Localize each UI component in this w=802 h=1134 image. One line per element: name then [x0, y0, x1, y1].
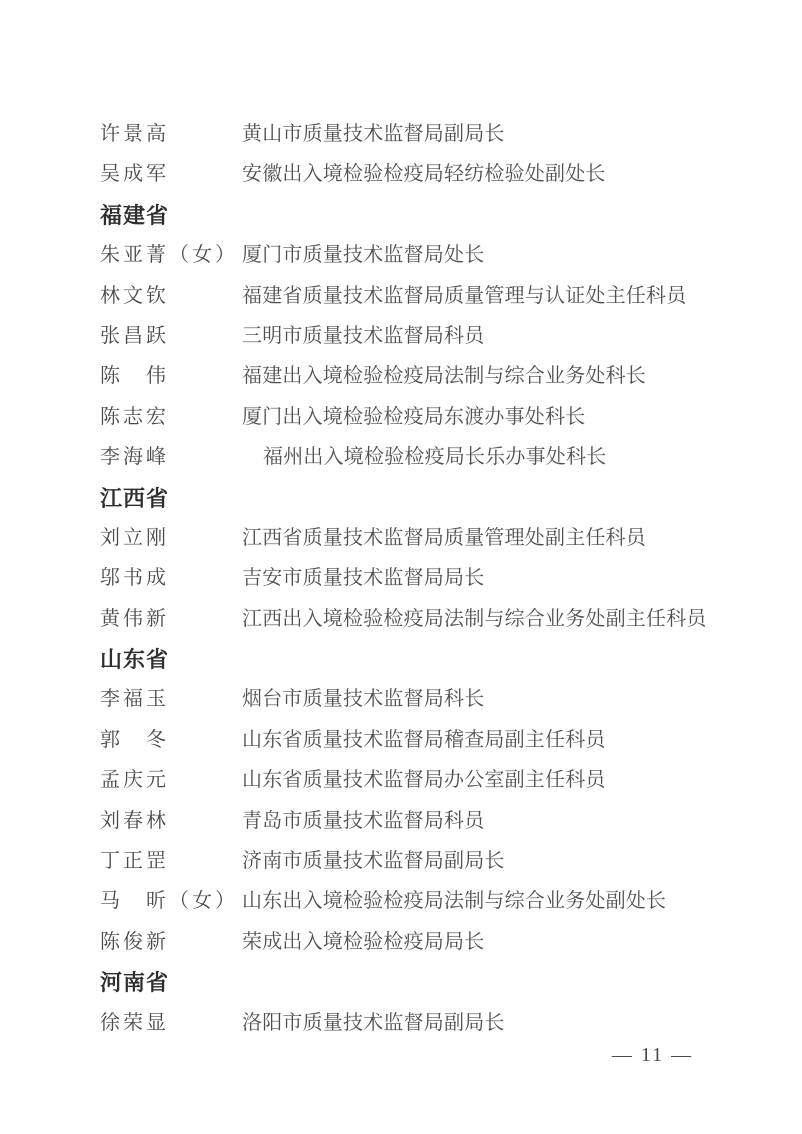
- province-section-row: [100, 639, 752, 679]
- recipient-title: 黄山市质量技术监督局副局长: [242, 123, 505, 145]
- recipient-name: 陈俊新: [100, 930, 169, 953]
- recipient-row: [100, 760, 752, 800]
- recipient-title: 福建省质量技术监督局质量管理与认证处主任科员: [242, 284, 687, 307]
- recipient-row: [100, 276, 752, 316]
- recipient-row: [100, 114, 752, 154]
- recipient-name: 陈 伟: [100, 365, 169, 388]
- recipient-name: 刘春林: [100, 809, 169, 832]
- recipient-row: [100, 316, 752, 356]
- recipient-name: 李福玉: [100, 688, 169, 711]
- recipient-row: [100, 235, 752, 275]
- recipient-row: [100, 1003, 752, 1043]
- recipient-title: 山东出入境检验检疫局法制与综合业务处副处长: [242, 890, 667, 913]
- recipient-row: [100, 599, 752, 639]
- recipient-name: 陈志宏: [100, 405, 169, 428]
- recipient-name: 邬书成: [100, 567, 169, 590]
- recipient-name: 李海峰: [100, 446, 169, 469]
- recipient-title: 青岛市质量技术监督局科员: [242, 809, 485, 832]
- recipient-name: 许景高: [100, 123, 169, 145]
- recipient-name: 郭 冬: [100, 728, 169, 751]
- province-section-row: [100, 195, 752, 235]
- recipient-row: [100, 922, 752, 962]
- recipient-row: [100, 154, 752, 194]
- province-heading: 福建省: [100, 202, 170, 228]
- recipient-name: 朱亚菁（女）: [100, 244, 238, 267]
- recipient-title: 福建出入境检验检疫局法制与综合业务处科长: [242, 365, 646, 388]
- province-section-row: [100, 478, 752, 518]
- recipient-row: [100, 720, 752, 760]
- recipient-list: [100, 114, 752, 1043]
- recipient-title: 济南市质量技术监督局副局长: [242, 850, 505, 873]
- recipient-title: 烟台市质量技术监督局科长: [242, 688, 485, 711]
- recipient-row: [100, 437, 752, 477]
- recipient-row: [100, 518, 752, 558]
- recipient-title: 江西省质量技术监督局质量管理处副主任科员: [242, 526, 646, 549]
- province-heading: 山东省: [100, 647, 170, 673]
- recipient-title: 山东省质量技术监督局办公室副主任科员: [242, 769, 606, 792]
- recipient-name: 孟庆元: [100, 769, 169, 792]
- recipient-row: [100, 881, 752, 921]
- province-section-row: [100, 962, 752, 1002]
- recipient-title: 福州出入境检验检疫局长乐办事处科长: [263, 446, 607, 469]
- province-heading: 河南省: [100, 970, 170, 996]
- page-number: — 11 —: [611, 1044, 694, 1066]
- recipient-title: 吉安市质量技术监督局局长: [242, 567, 485, 590]
- recipient-title: 江西出入境检验检疫局法制与综合业务处副主任科员: [242, 607, 707, 630]
- recipient-title: 山东省质量技术监督局稽查局副主任科员: [242, 728, 606, 751]
- recipient-name: 刘立刚: [100, 526, 169, 549]
- recipient-row: [100, 679, 752, 719]
- recipient-title: 厦门出入境检验检疫局东渡办事处科长: [242, 405, 586, 428]
- recipient-name: 林文钦: [100, 284, 169, 307]
- recipient-name: 吴成军: [100, 163, 169, 186]
- recipient-title: 荣成出入境检验检疫局局长: [242, 930, 485, 953]
- recipient-row: [100, 397, 752, 437]
- recipient-title: 三明市质量技术监督局科员: [242, 324, 485, 347]
- recipient-name: 黄伟新: [100, 607, 169, 630]
- province-heading: 江西省: [100, 485, 170, 511]
- recipient-name: 马 昕（女）: [100, 890, 238, 913]
- recipient-row: [100, 801, 752, 841]
- recipient-row: [100, 356, 752, 396]
- recipient-name: 张昌跃: [100, 324, 169, 347]
- recipient-title: 厦门市质量技术监督局处长: [242, 244, 485, 267]
- recipient-row: [100, 841, 752, 881]
- recipient-title: 洛阳市质量技术监督局副局长: [242, 1011, 505, 1034]
- recipient-name: 丁正罡: [100, 850, 169, 873]
- recipient-row: [100, 558, 752, 598]
- recipient-title: 安徽出入境检验检疫局轻纺检验处副处长: [242, 163, 606, 186]
- recipient-name: 徐荣显: [100, 1011, 169, 1034]
